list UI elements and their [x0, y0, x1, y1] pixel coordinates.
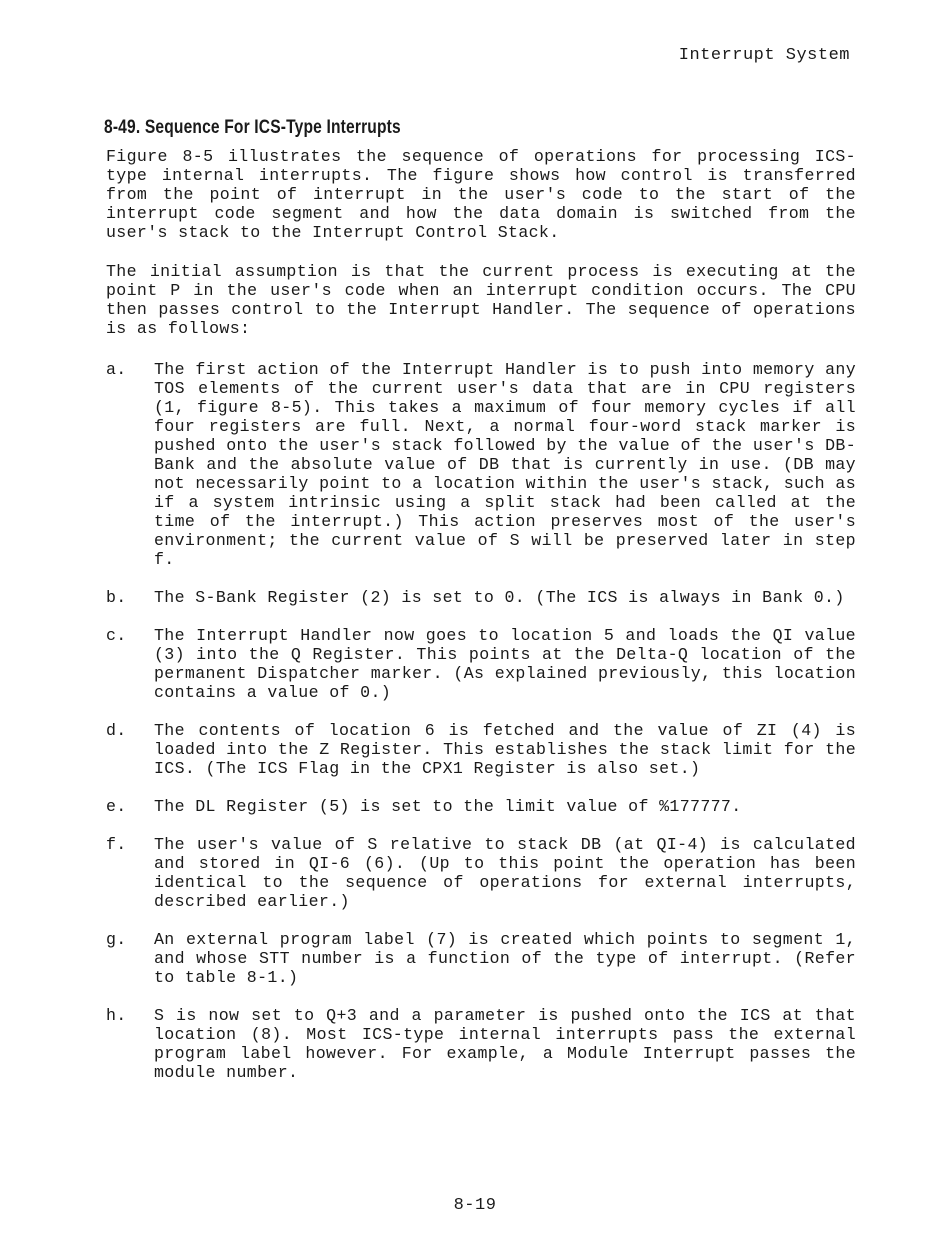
sequence-steps-list — [106, 360, 856, 1082]
step-text: The Interrupt Handler now goes to location 5 and loads the QI value (3) into the Q Register. This points at the Delta-Q location of the permanent Dispatcher marker. (As explained previously, this location contains a value of 0.) — [154, 626, 856, 702]
step-marker: f. — [106, 835, 127, 854]
step-marker: c. — [106, 626, 127, 645]
step-text: The user's value of S relative to stack DB (at QI-4) is calculated and stored in QI-6 (6). (Up to this point the operation has been identical to the sequence of operations for external interrupts, described earlier.) — [154, 835, 856, 911]
list-item — [106, 930, 856, 987]
step-text: The DL Register (5) is set to the limit value of %177777. — [154, 797, 742, 816]
step-text: The contents of location 6 is fetched and the value of ZI (4) is loaded into the Z Register. This establishes the stack limit for the ICS. (The ICS Flag in the CPX1 Register is also set.) — [154, 721, 856, 778]
step-text: The first action of the Interrupt Handler is to push into memory any TOS elements of the current user's data that are in CPU registers (1, figure 8-5). This takes a maximum of four memory cycles if all four registers are full. Next, a normal four-word stack marker is pushed onto the user's stack followed by the value of the user's DB-Bank and the absolute value of DB that is currently in use. (DB may not necessarily point to a location within the user's stack, such as if a system intrinsic using a split stack had been called at the time of the interrupt.) This action preserves most of the user's environment; the current value of S will be preserved later in step f. — [154, 360, 856, 569]
list-item — [106, 588, 856, 607]
step-marker: e. — [106, 797, 127, 816]
step-marker: a. — [106, 360, 127, 379]
step-marker: b. — [106, 588, 127, 607]
step-marker: g. — [106, 930, 127, 949]
paragraph-intro: Figure 8-5 illustrates the sequence of operations for processing ICS-type internal interrupts. The figure shows how control is transferred from the point of interrupt in the user's code to the start of the interrupt code segment and how the data domain is switched from the user's stack to the Interrupt Control Stack. — [106, 147, 856, 242]
running-header: Interrupt System — [678, 46, 850, 65]
list-item — [106, 797, 856, 816]
step-text: S is now set to Q+3 and a parameter is pushed onto the ICS at that location (8). Most ICS-type internal interrupts pass the external program label however. For example, a Module Interrupt passes the module number. — [154, 1006, 856, 1082]
list-item — [106, 360, 856, 569]
list-item — [106, 721, 856, 778]
paragraph-assumption: The initial assumption is that the current process is executing at the point P in the user's code when an interrupt condition occurs. The CPU then passes control to the Interrupt Handler. The sequence of operations is as follows: — [106, 262, 856, 338]
step-text: The S-Bank Register (2) is set to 0. (The ICS is always in Bank 0.) — [154, 588, 845, 607]
list-item — [106, 835, 856, 911]
page-number: 8-19 — [453, 1196, 497, 1215]
step-marker: d. — [106, 721, 127, 740]
list-item — [106, 626, 856, 702]
step-text: An external program label (7) is created which points to segment 1, and whose STT number is a function of the type of interrupt. (Refer to table 8-1.) — [154, 930, 856, 987]
step-marker: h. — [106, 1006, 127, 1025]
section-heading: 8-49. Sequence For ICS-Type Interrupts — [104, 117, 401, 138]
list-item — [106, 1006, 856, 1082]
